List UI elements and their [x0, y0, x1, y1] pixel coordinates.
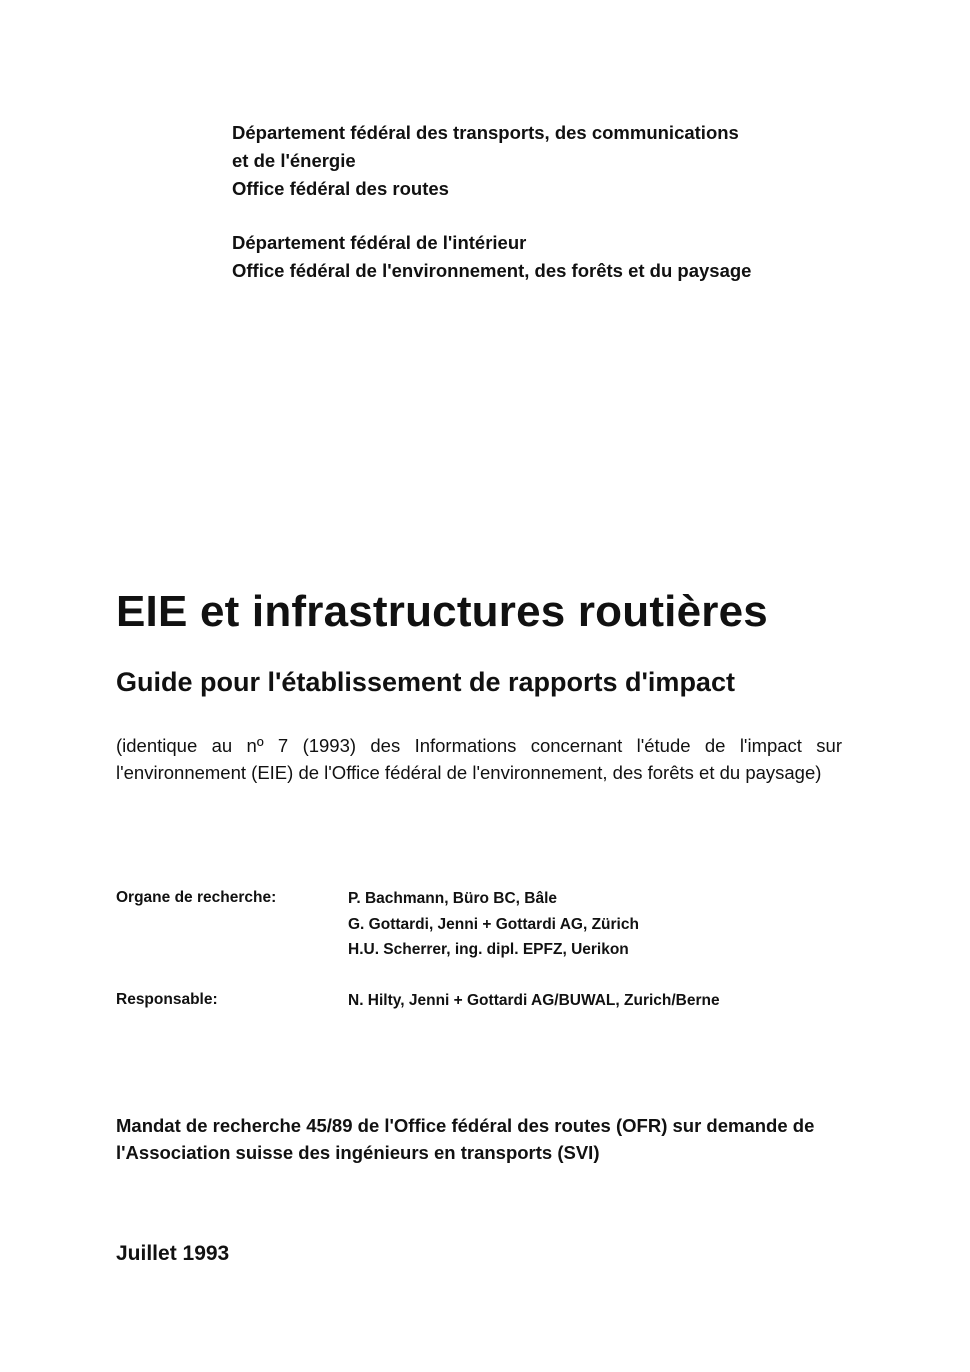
responsible-label: Responsable:: [116, 991, 218, 1008]
office-routes: Office fédéral des routes: [232, 178, 449, 199]
department-interior-line1: Département fédéral de l'intérieur: [232, 232, 527, 253]
research-body-label: Organe de recherche:: [116, 889, 277, 906]
research-entry: P. Bachmann, Büro BC, Bâle: [348, 890, 558, 907]
publication-note: (identique au nº 7 (1993) des Informations concernant l'étude de l'impact sur l'environnement (EIE) de l'Office fédéral de l'environnement, des forêts et du paysage): [116, 735, 842, 783]
research-body-list: [348, 886, 639, 963]
department-interior-block: [232, 229, 751, 285]
research-entry: H.U. Scherrer, ing. dipl. EPFZ, Uerikon: [348, 941, 629, 958]
research-mandate: Mandat de recherche 45/89 de l'Office fédéral des routes (OFR) sur demande de l'Association suisse des ingénieurs en transports (SVI): [116, 1115, 815, 1163]
publication-date: Juillet 1993: [116, 1242, 230, 1265]
research-entry: G. Gottardi, Jenni + Gottardi AG, Zürich: [348, 915, 639, 933]
department-transport-line1: Département fédéral des transports, des communications: [232, 122, 739, 143]
responsible-entry: N. Hilty, Jenni + Gottardi AG/BUWAL, Zurich/Berne: [348, 992, 720, 1009]
responsible-list: [348, 988, 720, 1014]
document-subtitle: Guide pour l'établissement de rapports d'impact: [116, 667, 735, 697]
document-title: EIE et infrastructures routières: [116, 587, 768, 636]
office-environment: Office fédéral de l'environnement, des forêts et du paysage: [232, 260, 752, 281]
department-transport-line2: et de l'énergie: [232, 150, 356, 171]
department-transport-block: [232, 119, 739, 203]
